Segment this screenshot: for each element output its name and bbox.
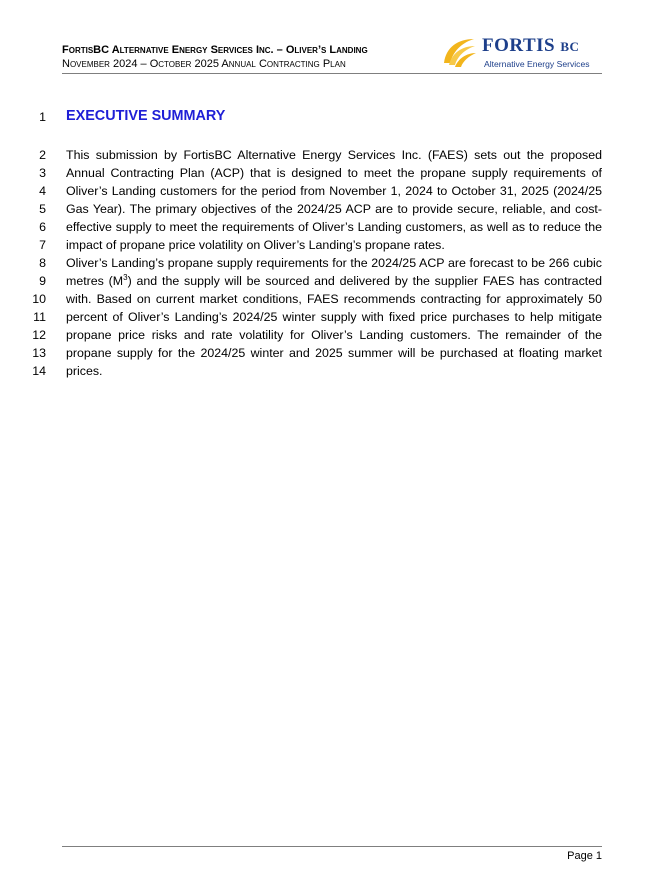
logo-wordmark xyxy=(482,35,579,57)
logo-name: FORTIS xyxy=(482,35,556,56)
text-line: Oliver’s Landing customers for the period from November 1, 2024 to October 31, 2025 (2024/25 xyxy=(66,184,602,198)
line-number: 6 xyxy=(39,220,46,234)
line-number: 5 xyxy=(39,202,46,216)
section-heading: EXECUTIVE SUMMARY xyxy=(66,108,226,124)
line-number: 11 xyxy=(33,310,46,324)
text-line: impact of propane price volatility on Oliver’s Landing’s propane rates. xyxy=(66,238,445,252)
logo-suffix: BC xyxy=(560,39,580,54)
page-number: Page 1 xyxy=(567,850,602,862)
text-line: percent of Oliver’s Landing’s 2024/25 winter supply with fixed price purchases to help mitigate xyxy=(66,310,602,324)
line-number: 10 xyxy=(32,292,46,306)
line-number: 7 xyxy=(39,238,46,252)
header-title: FortisBC Alternative Energy Services Inc. – Oliver’s Landing xyxy=(62,44,368,56)
line-numbers-paragraph-2 xyxy=(18,254,46,380)
paragraph-2 xyxy=(66,254,602,380)
line-number: 2 xyxy=(39,148,46,162)
text-line xyxy=(66,272,602,290)
line-number: 13 xyxy=(32,346,46,360)
line-numbers-paragraph-1 xyxy=(18,146,46,254)
sun-flame-icon xyxy=(440,33,478,71)
text-line: with. Based on current market conditions, FAES recommends contracting for approximately 50 xyxy=(66,292,602,306)
line-number: 9 xyxy=(39,274,46,288)
text-line: prices. xyxy=(66,364,103,378)
text-line: Oliver’s Landing’s propane supply requirements for the 2024/25 ACP are forecast to be 266 cubic xyxy=(66,256,602,270)
line-number: 4 xyxy=(39,184,46,198)
logo-tagline: Alternative Energy Services xyxy=(484,59,590,69)
header-divider xyxy=(62,73,602,74)
line-number: 8 xyxy=(39,256,46,270)
text-line: propane supply for the 2024/25 winter and 2025 summer will be purchased at floating market xyxy=(66,346,602,360)
text-segment: metres (M xyxy=(66,274,124,288)
footer-divider xyxy=(62,846,602,847)
superscript: 3 xyxy=(123,272,128,282)
text-line: Annual Contracting Plan (ACP) that is designed to meet the propane supply requirements of xyxy=(66,166,602,180)
line-number: 3 xyxy=(39,166,46,180)
line-number: 1 xyxy=(39,110,46,124)
line-number: 14 xyxy=(32,364,46,378)
text-line: effective supply to meet the requirements of Oliver’s Landing customers, as well as to reduce the xyxy=(66,220,602,234)
line-number: 12 xyxy=(32,328,46,342)
text-line: Gas Year). The primary objectives of the 2024/25 ACP are to provide secure, reliable, and cost- xyxy=(66,202,602,216)
paragraph-1 xyxy=(66,146,602,254)
text-segment: ) and the supply will be sourced and delivered by the supplier FAES has contracted xyxy=(127,274,602,288)
fortisbc-logo xyxy=(440,31,602,73)
header-subtitle: November 2024 – October 2025 Annual Contracting Plan xyxy=(62,58,346,70)
text-line: This submission by FortisBC Alternative Energy Services Inc. (FAES) sets out the proposed xyxy=(66,148,602,162)
text-line: propane price risks and rate volatility for Oliver’s Landing customers. The remainder of the xyxy=(66,328,602,342)
